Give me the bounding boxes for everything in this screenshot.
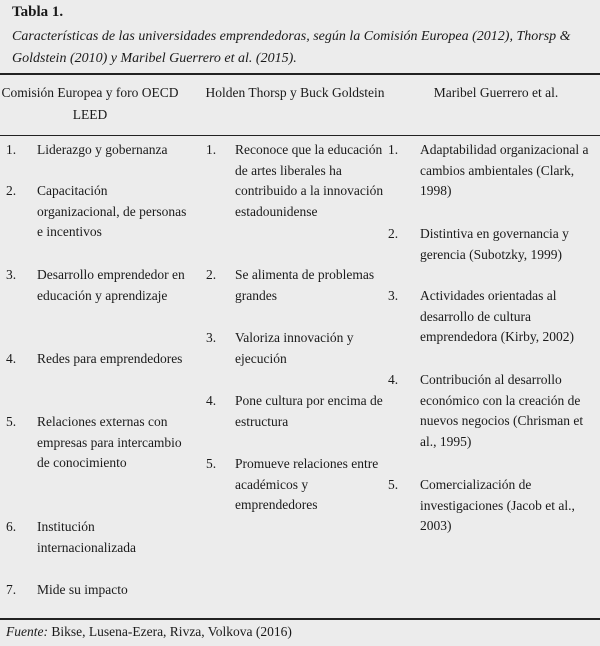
item-text: Promueve relaciones entre académicos y emprendedores [235,456,379,512]
item-number: 1. [206,142,217,157]
bottom-rule [0,618,600,620]
item-text: Desarrollo emprendedor en educación y aprendizaje [37,267,185,303]
item-text: Reconoce que la educación de artes liberales ha contribuido a la innovación estadounidense [235,142,384,219]
item-number: 5. [206,456,217,471]
item-number: 4. [388,372,399,387]
item-text: Relaciones externas con empresas para intercambio de conocimiento [37,414,182,470]
item-number: 3. [6,267,17,282]
item-text: Mide su impacto [37,582,128,597]
item-number: 1. [388,142,399,157]
item-number: 2. [388,226,399,241]
item-text: Comercialización de investigaciones (Jacob et al., 2003) [420,477,575,533]
item-number: 4. [6,351,17,366]
column-header-comision-europea: Comisión Europea y foro OECD LEED [1,85,179,122]
item-text: Liderazgo y gobernanza [37,142,168,157]
item-text: Se alimenta de problemas grandes [235,267,375,303]
item-number: 3. [206,330,217,345]
item-text: Distintiva en governancia y gerencia (Subotzky, 1999) [420,226,569,262]
table-title: Tabla 1. [12,4,64,20]
item-number: 4. [206,393,217,408]
column-header-thorsp-goldstein: Holden Thorsp y Buck Goldstein [205,85,385,100]
top-rule [0,73,600,75]
source-label: Fuente: [6,624,48,639]
header-rule [0,135,600,136]
item-number: 7. [6,582,17,597]
column-header-guerrero: Maribel Guerrero et al. [433,85,559,100]
item-number: 2. [206,267,217,282]
item-text: Adaptabilidad organizacional a cambios ambientales (Clark, 1998) [420,142,589,198]
item-text: Institución internacionalizada [37,519,136,555]
item-text: Capacitación organizacional, de personas e incentivos [37,183,187,239]
item-number: 1. [6,142,17,157]
item-text: Pone cultura por encima de estructura [235,393,383,429]
item-number: 6. [6,519,17,534]
item-text: Redes para emprendedores [37,351,183,366]
item-text: Valoriza innovación y ejecución [235,330,354,366]
source-text: Bikse, Lusena-Ezera, Rivza, Volkova (2016) [51,624,292,639]
source-note [6,624,292,640]
item-number: 5. [6,414,17,429]
item-number: 2. [6,183,17,198]
item-number: 3. [388,288,399,303]
table-caption: Características de las universidades emprendedoras, según la Comisión Europea (2012), Thorsp & Goldstein (2010) y Maribel Guerrero et al. (2015). [12,29,571,66]
item-text: Contribución al desarrollo económico con la creación de nuevos negocios (Chrisman et al., 1995) [420,372,584,449]
item-number: 5. [388,477,399,492]
item-text: Actividades orientadas al desarrollo de cultura emprendedora (Kirby, 2002) [420,288,574,344]
